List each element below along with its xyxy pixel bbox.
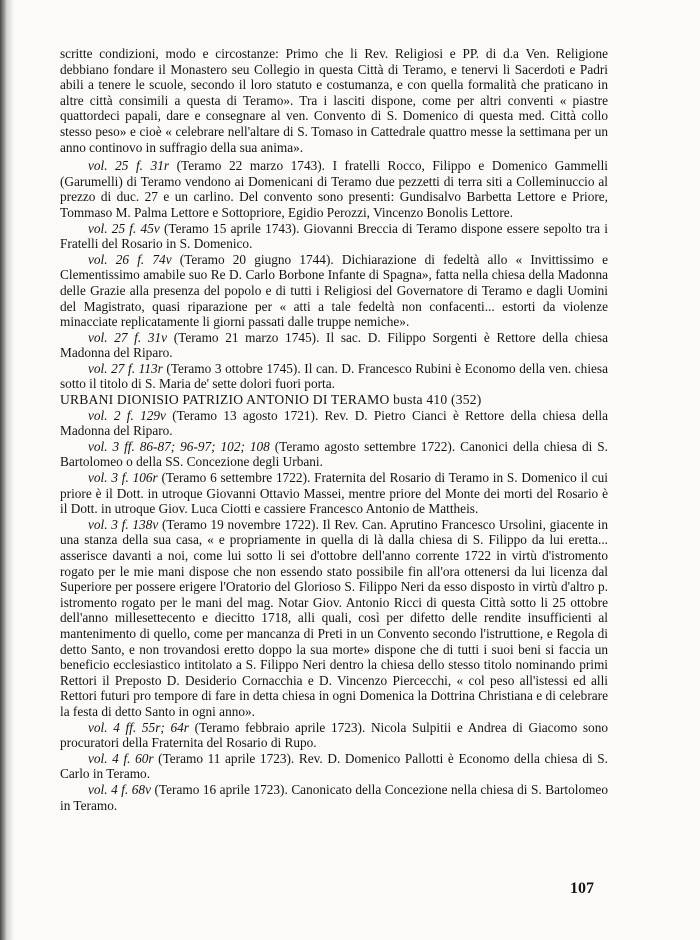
entry-text: (Teramo 22 marzo 1743). I fratelli Rocco, Filippo e Domenico Gammelli (Garumelli) di Teramo vendono ai Domenicani di Teramo due pezzetti di terra siti a Colleminuccio al prezzo di duc. 27 e un carlino. Del convento sono presenti: Gundisalvo Barbetta Lettore e Priore, Tommaso M. Palma Lettore e Sottopriore, Egidio Perozzi, Vincenzo Bonolis Lettore.	[60, 158, 608, 220]
entry-text: (Teramo febbraio aprile 1723). Nicola Sulpitii e Andrea di Giacomo sono procuratori della Fraternita del Rosario di Rupo.	[60, 719, 608, 751]
entry-text: (Teramo 15 aprile 1743). Giovanni Breccia di Teramo dispone essere sepolto tra i Fratelli del Rosario in S. Domenico.	[60, 220, 608, 252]
entry-text: (Teramo 19 novembre 1722). Il Rev. Can. Aprutino Francesco Ursolini, giacente in una stanza della sua casa, « e propriamente in quella di là dalla chiesa di S. Filippo da lui eretta... asserisce davanti a noi, come lui sotto li sei d'ottobre dell'anno corrente 1722 in virtù d'istromento rogato per le mie mani dispose che non essendo stato possibile fin all'ora ottenersi da lui licenza dal Superiore per possere erigere l'Oratorio del Glorioso S. Filippo Neri da esso disposto in virtù d'altro p. istromento rogato per le mani del mag. Notar Giov. Antonio Ricci di questa Città sotto li 25 ottobre dell'anno millesettecento e diecitto 1718, alli quali, così per difetto delle rendite insufficienti al mantenimento di quello, come per mancanza di Preti in un Convento secondo l'istruttione, e Regola di detto Santo, e non trovandosi eretto doppo la sua morte» dispone che di tutti i suoi beni si faccia un beneficio ecclesiastico intitolato a S. Filippo Neri dentro la chiesa dello stesso titolo nominando primi Rettori il Preposto D. Desiderio Cornacchia e D. Vincenzo Piercecchi, « col peso all'istessi ed alli Rettori futuri pro tempore di fare in detta chiesa in ogni Domenica la Dottrina Christiana e di celebrare la festa di detto Santo in ogni anno».	[60, 516, 608, 719]
entry-text: (Teramo 6 settembre 1722). Fraternita del Rosario di Teramo in S. Domenico il cui priore è il Dott. in utroque Giovanni Ottavio Massei, mentre priore del Monte dei morti del Rosario è il Dott. in utroque Giov. Luca Ciotti e cassiere Francesco Antonio de Mattheis.	[60, 470, 608, 517]
entry-paragraph	[60, 221, 608, 252]
entry-paragraph	[60, 330, 608, 361]
entry-text: (Teramo 20 giugno 1744). Dichiarazione di fedeltà allo « Invittissimo e Clementissimo amabile suo Re D. Carlo Borbone Infante di Spagna», fatta nella chiesa della Madonna delle Grazie alla presenza del popolo e di tutti i Religiosi del Governatore di Teramo e dagli Uomini del Magistrato, quasi riparazione per « atti a tale fedeltà non confacenti... estorti da violenze minacciate replicatamente li giorni passati dalle truppe nemiche».	[60, 251, 608, 330]
entry-text: (Teramo agosto settembre 1722). Canonici della chiesa di S. Bartolomeo o della SS. Concezione degli Urbani.	[60, 438, 608, 470]
entry-reference: vol. 27 f. 31v	[88, 329, 168, 345]
entry-paragraph	[60, 720, 608, 751]
entry-reference: vol. 4 ff. 55r; 64r	[88, 719, 189, 735]
intro-paragraph: scritte condizioni, modo e circostanze: Primo che li Rev. Religiosi e PP. di d.a Ven. Religione debbiano fondare il Monastero seu Collegio in questa Città di Teramo, e tenervi li Sacerdoti e Padri abili a tenere le scuole, secondo il loro statuto e costumanza, e con quella formalità che praticano in altre città consimili a questa di Teramo». Tra i lasciti dispone, come per altri conventi « piastre quattordeci papali, dare e consegnare al ven. Convento di S. Domenico di questa med. Città collo stesso peso» e cioè « celebrare nell'altare di S. Tomaso in Cattedrale quattro messe la settimana per un anno continovo in suffragio della sua anima».	[60, 46, 608, 155]
entry-paragraph	[60, 408, 608, 439]
entry-reference: vol. 3 f. 138v	[88, 516, 159, 532]
entry-reference: vol. 4 f. 60r	[88, 750, 154, 766]
entry-text: (Teramo 21 marzo 1745). Il sac. D. Filippo Sorgenti è Rettore della chiesa Madonna del Riparo.	[60, 329, 608, 361]
section-heading: URBANI DIONISIO PATRIZIO ANTONIO DI TERAMO busta 410 (352)	[60, 392, 482, 408]
entry-paragraph	[60, 252, 608, 330]
entry-text: (Teramo 16 aprile 1723). Canonicato della Concezione nella chiesa di S. Bartolomeo in Teramo.	[60, 781, 608, 813]
entry-reference: vol. 25 f. 45v	[88, 220, 160, 236]
entry-reference: vol. 3 f. 106r	[88, 470, 158, 486]
scanned-page-edge	[0, 0, 14, 940]
page-number: 107	[570, 880, 594, 897]
entry-reference: vol. 3 ff. 86-87; 96-97; 102; 108	[88, 438, 270, 454]
entry-reference: vol. 27 f. 113r	[88, 360, 163, 376]
entry-paragraph	[60, 782, 608, 813]
entry-paragraph	[60, 158, 608, 220]
entry-paragraph	[60, 361, 608, 392]
entry-reference: vol. 26 f. 74v	[88, 251, 172, 267]
entry-paragraph	[60, 470, 608, 517]
entry-paragraph	[60, 751, 608, 782]
entry-reference: vol. 25 f. 31r	[88, 158, 170, 174]
entry-paragraph	[60, 439, 608, 470]
entry-text: (Teramo 13 agosto 1721). Rev. D. Pietro Cianci è Rettore della chiesa della Madonna del Riparo.	[60, 407, 609, 439]
entry-reference: vol. 4 f. 68v	[88, 781, 151, 797]
entry-text: (Teramo 3 ottobre 1745). Il can. D. Francesco Rubini è Economo della ven. chiesa sotto il titolo di S. Maria de' sette dolori fuori porta.	[60, 360, 609, 392]
entry-text: (Teramo 11 aprile 1723). Rev. D. Domenico Pallotti è Economo della chiesa di S. Carlo in Teramo.	[60, 750, 608, 782]
document-body	[60, 46, 608, 813]
entry-paragraph	[60, 517, 608, 720]
entry-reference: vol. 2 f. 129v	[88, 407, 166, 423]
